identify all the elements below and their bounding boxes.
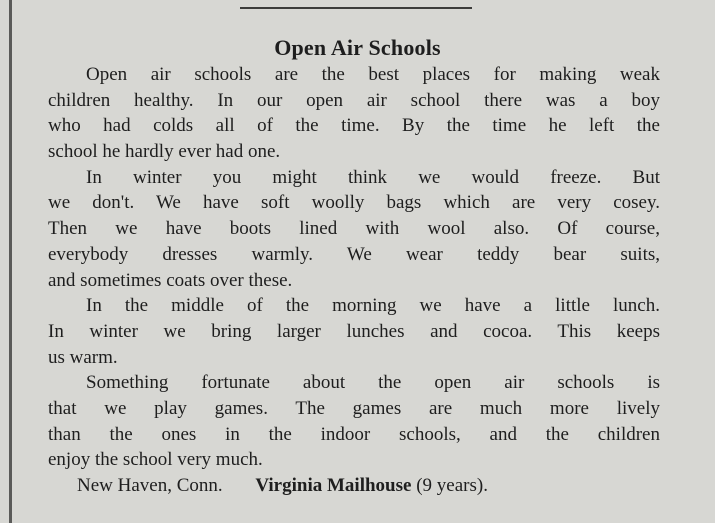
text-line: school he hardly ever had one. bbox=[48, 141, 281, 163]
paragraph-1 bbox=[48, 62, 660, 165]
article-body bbox=[48, 62, 660, 499]
text-line: In winter you might think we would freeze. But bbox=[86, 166, 660, 188]
text-line: everybody dresses warmly. We wear teddy bear suits, bbox=[48, 243, 660, 265]
paragraph-3 bbox=[48, 293, 660, 370]
byline-place: New Haven, Conn. bbox=[77, 475, 223, 496]
top-rule bbox=[240, 7, 472, 9]
article-title: Open Air Schools bbox=[274, 35, 441, 60]
text-line: we don't. We have soft woolly bags which are very cosey. bbox=[48, 192, 660, 214]
byline-age: (9 years). bbox=[416, 475, 488, 496]
byline bbox=[48, 473, 660, 499]
text-line: Then we have boots lined with wool also. Of course, bbox=[48, 218, 660, 240]
text-line: enjoy the school very much. bbox=[48, 449, 263, 471]
text-line: us warm. bbox=[48, 346, 118, 368]
text-line: Open air schools are the best places for making weak bbox=[86, 64, 660, 85]
text-line: that we play games. The games are much more lively bbox=[48, 397, 660, 419]
text-line: children healthy. In our open air school there was a boy bbox=[48, 89, 660, 111]
text-line: and sometimes coats over these. bbox=[48, 269, 293, 291]
paragraph-4 bbox=[48, 370, 660, 473]
text-line: than the ones in the indoor schools, and the children bbox=[48, 423, 660, 445]
column-rule bbox=[9, 0, 12, 523]
text-line: In the middle of the morning we have a little lunch. bbox=[86, 295, 660, 317]
text-line: who had colds all of the time. By the time he left the bbox=[48, 115, 660, 137]
byline-author: Virginia Mailhouse bbox=[255, 475, 412, 496]
paragraph-2 bbox=[48, 165, 660, 293]
text-line: In winter we bring larger lunches and cocoa. This keeps bbox=[48, 320, 660, 342]
text-line: Something fortunate about the open air schools is bbox=[86, 372, 660, 394]
